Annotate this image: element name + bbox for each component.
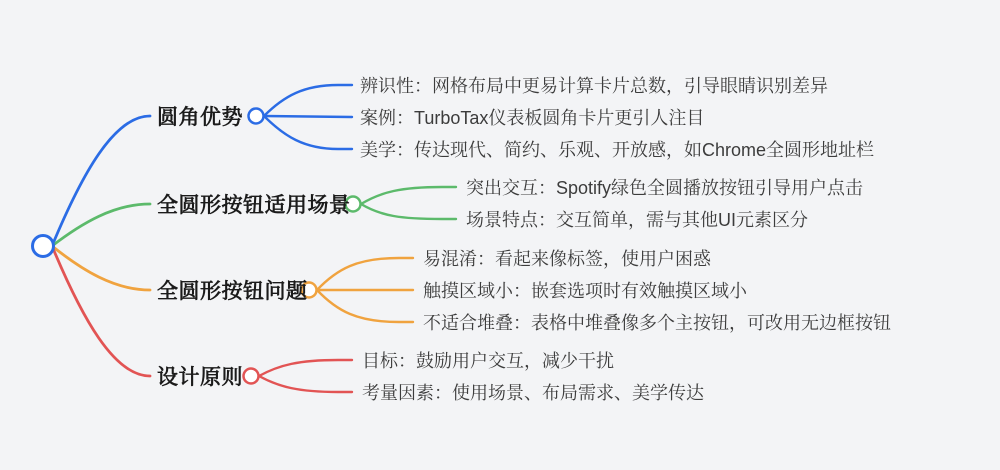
child-node[interactable]: 目标：鼓励用户交互，减少干扰 xyxy=(362,351,614,371)
node-toggle-circle[interactable] xyxy=(249,109,264,124)
child-node[interactable]: 易混淆：看起来像标签，使用户困惑 xyxy=(423,249,711,269)
node-toggle-circle[interactable] xyxy=(244,369,259,384)
branch-connector xyxy=(52,246,150,290)
child-connector xyxy=(264,85,352,116)
child-node[interactable]: 不适合堆叠：表格中堆叠像多个主按钮，可改用无边框按钮 xyxy=(423,313,891,333)
child-node[interactable]: 触摸区域小：嵌套选项时有效触摸区域小 xyxy=(423,281,747,301)
branch-connector xyxy=(52,246,150,376)
branch-node-pill-button-problems[interactable]: 全圆形按钮问题 xyxy=(157,280,308,303)
child-connector xyxy=(259,376,352,392)
child-connector xyxy=(264,116,352,149)
child-connector xyxy=(361,187,456,204)
branch-node-round-corner-advantages[interactable]: 圆角优势 xyxy=(157,106,243,129)
child-node[interactable]: 突出交互：Spotify绿色全圆播放按钮引导用户点击 xyxy=(466,178,864,198)
child-connector xyxy=(361,204,456,219)
child-node[interactable]: 案例：TurboTax仪表板圆角卡片更引人注目 xyxy=(360,108,705,128)
branch-node-pill-button-use-cases[interactable]: 全圆形按钮适用场景 xyxy=(157,194,351,217)
child-connector xyxy=(264,116,352,117)
child-connector xyxy=(317,290,413,322)
branch-connector xyxy=(52,116,150,246)
child-node[interactable]: 辨识性：网格布局中更易计算卡片总数，引导眼睛识别差异 xyxy=(360,76,828,96)
child-node[interactable]: 场景特点：交互简单，需与其他UI元素区分 xyxy=(466,210,808,230)
branch-node-design-principles[interactable]: 设计原则 xyxy=(157,366,243,389)
child-node[interactable]: 考量因素：使用场景、布局需求、美学传达 xyxy=(362,383,704,403)
child-connector xyxy=(317,258,413,290)
child-connector xyxy=(259,360,352,376)
root-node[interactable] xyxy=(33,236,54,257)
child-node[interactable]: 美学：传达现代、简约、乐观、开放感，如Chrome全圆形地址栏 xyxy=(360,140,875,160)
